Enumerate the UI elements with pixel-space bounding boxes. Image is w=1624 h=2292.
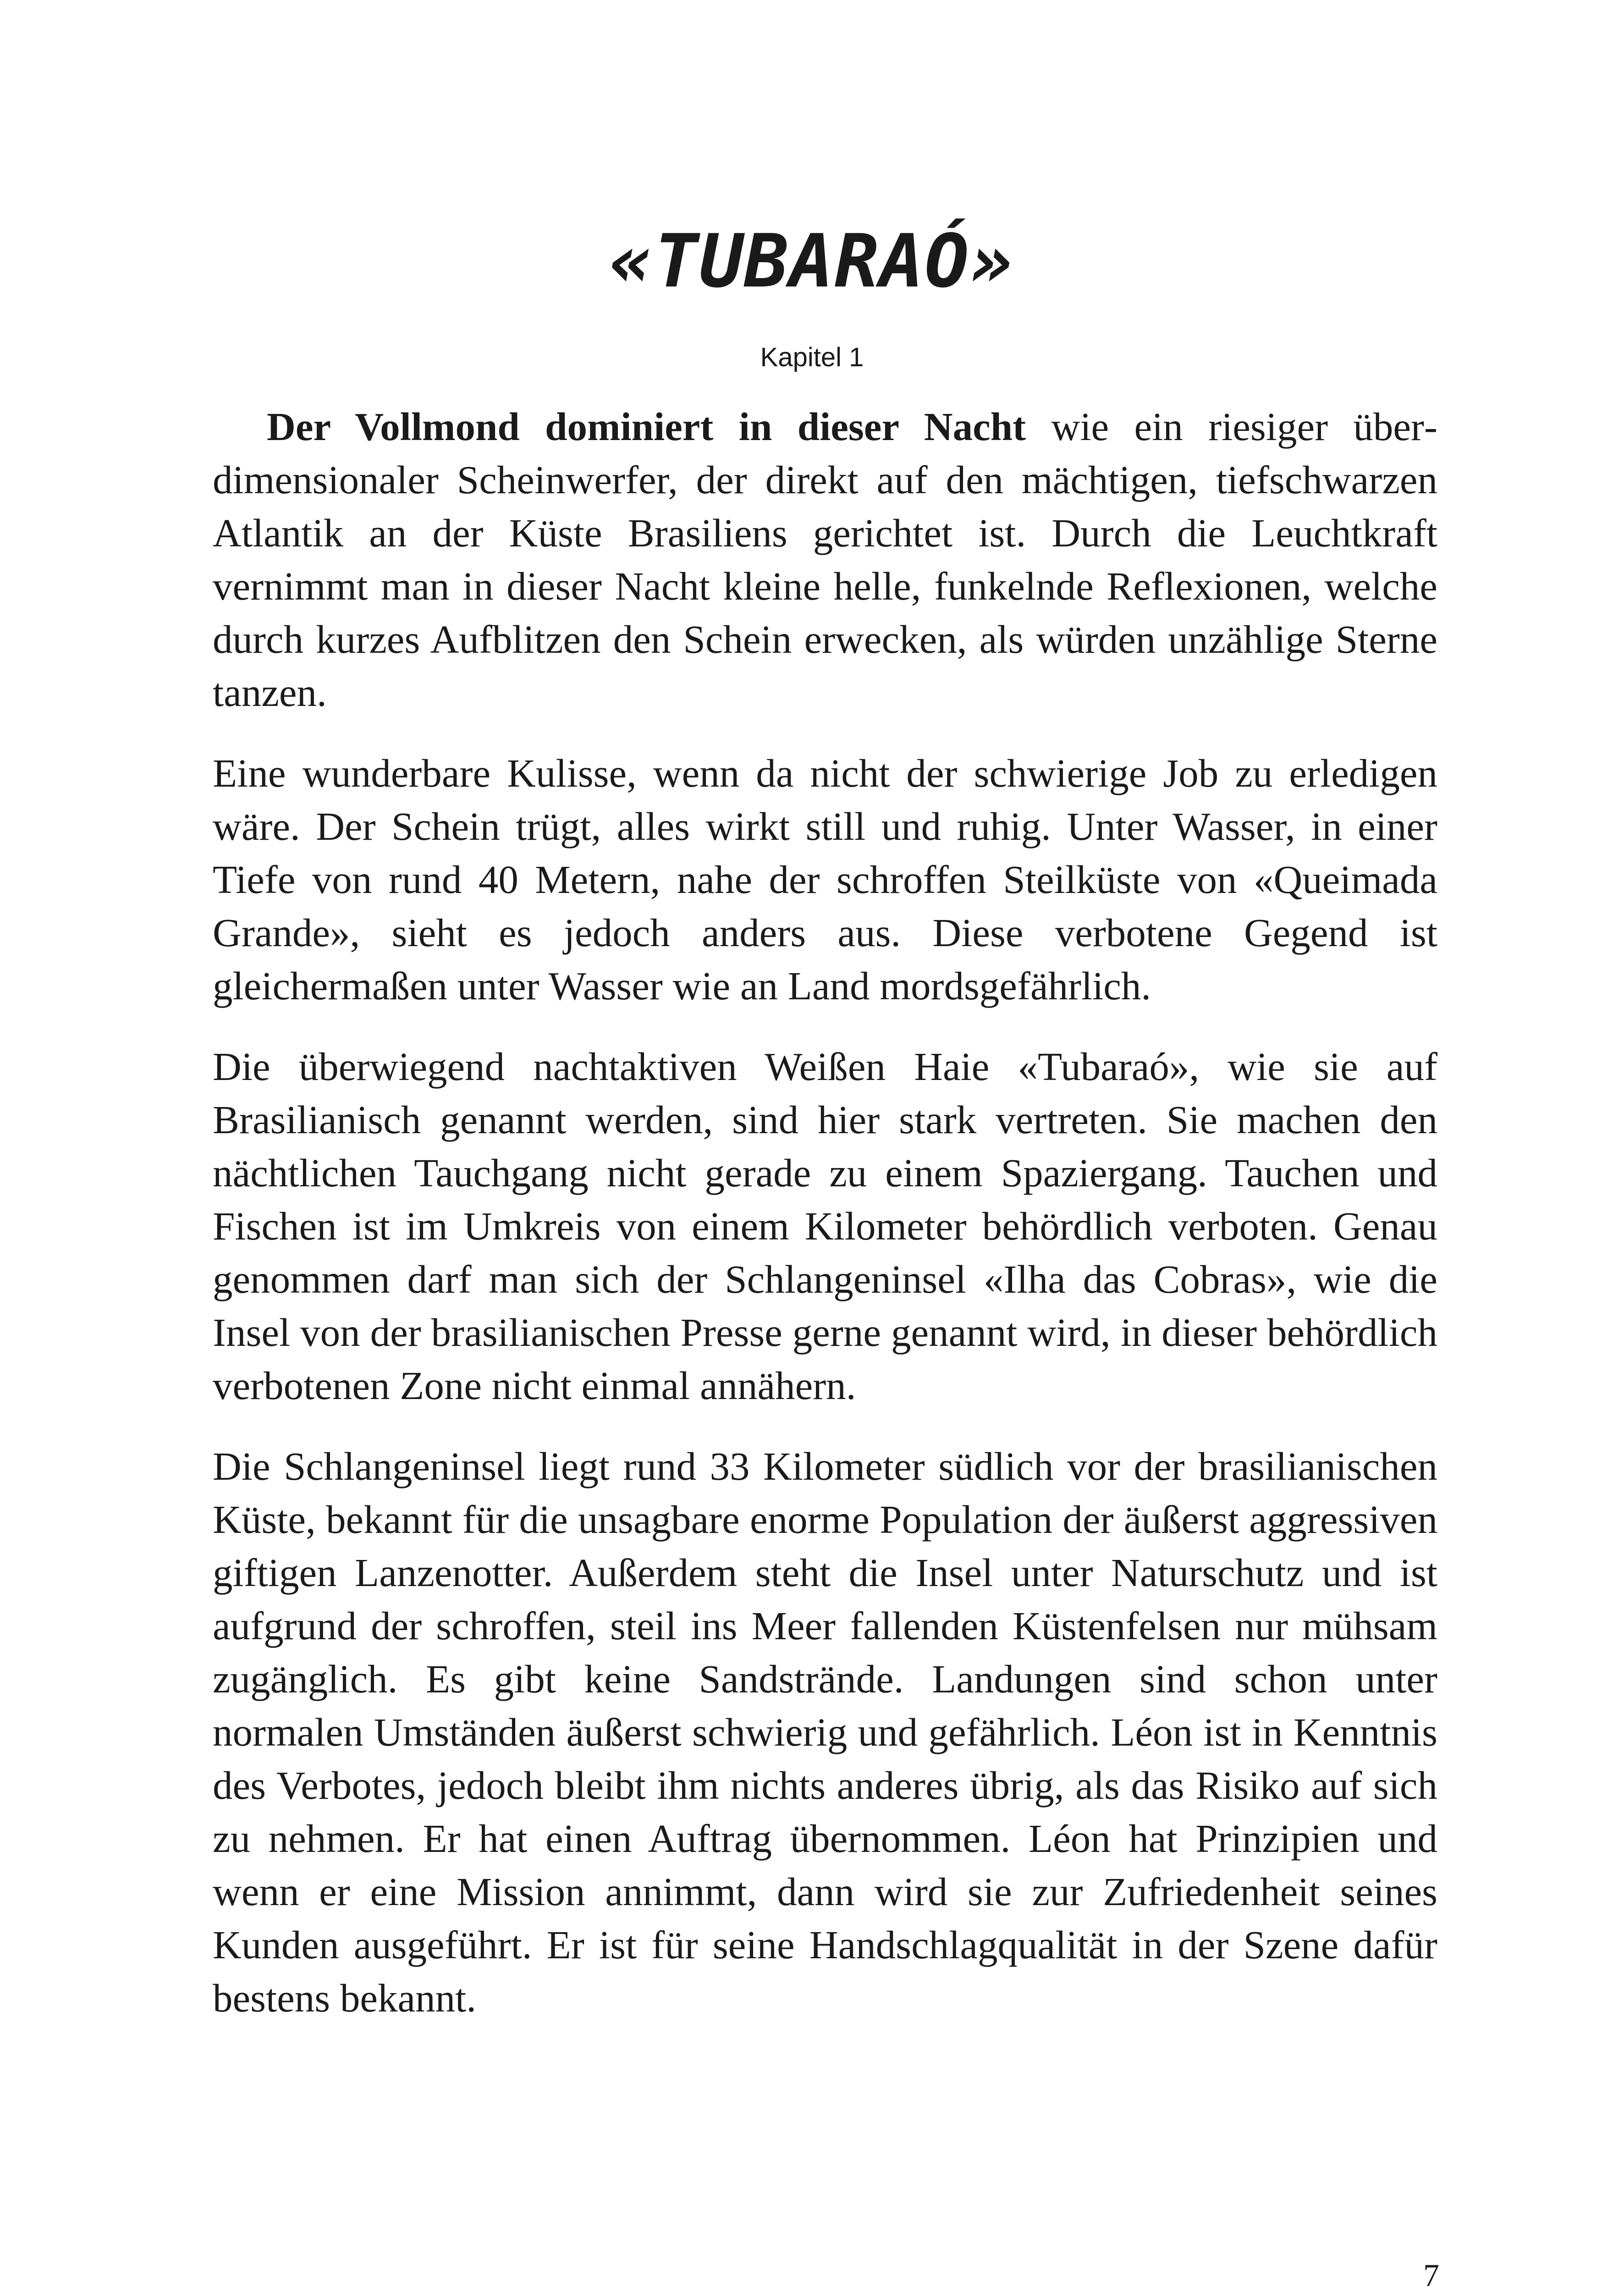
chapter-title: «TUBARAÓ» bbox=[609, 218, 1015, 304]
paragraph-lead: Der Vollmond dominiert in dieser Nacht bbox=[267, 404, 1026, 449]
paragraph-1 bbox=[213, 400, 1437, 719]
chapter-label: Kapitel 1 bbox=[760, 342, 864, 372]
paragraph-text: wie ein riesiger überdimensionaler Scheinwerfer, der direkt auf den mächtigen, tiefschwarzen Atlantik an der Küste Brasiliens gerichtet ist. Durch die Leuchtkraft vernimmt man in dieser Nacht kleine helle, funkelnde Reflexionen, welche durch kurzes Aufblitzen den Schein erwecken, als würden unzählige Sterne tanzen. bbox=[213, 404, 1437, 715]
paragraph-2: Eine wunderbare Kulisse, wenn da nicht der schwierige Job zu erledigen wäre. Der Schein trügt, alles wirkt still und ruhig. Unter Wasser, in einer Tiefe von rund 40 Metern, nahe der schroffen Steilküste von «Queimada Grande», sieht es jedoch anders aus. Diese verbotene Gegend ist gleichermaßen unter Wasser wie an Land mordsgefährlich. bbox=[213, 751, 1437, 1008]
paragraph-3: Die überwiegend nachtaktiven Weißen Haie «Tubaraó», wie sie auf Brasilianisch genannt werden, sind hier stark vertreten. Sie machen den nächtlichen Tauchgang nicht gerade zu einem Spaziergang. Tauchen und Fischen ist im Umkreis von einem Kilometer behördlich verboten. Genau genommen darf man sich der Schlangeninsel «Ilha das Cobras», wie die Insel von der brasilianischen Presse gerne genannt wird, in dieser behördlich verbotenen Zone nicht einmal annähern. bbox=[213, 1044, 1437, 1408]
paragraph-4: Die Schlangeninsel liegt rund 33 Kilometer südlich vor der brasilianischen Küste, bekannt für die unsagbare enorme Population der äußerst aggressiven giftigen Lanzenotter. Außerdem steht die Insel unter Naturschutz und ist aufgrund der schroffen, steil ins Meer fallenden Küstenfelsen nur mühsam zugänglich. Es gibt keine Sandstrände. Landungen sind schon unter normalen Umständen äußerst schwierig und gefährlich. Léon ist in Kenntnis des Verbotes, jedoch bleibt ihm nichts anderes übrig, als das Risiko auf sich zu nehmen. Er hat einen Auftrag übernommen. Léon hat Prinzipien und wenn er eine Mission annimmt, dann wird sie zur Zufriedenheit seines Kunden ausgeführt. Er ist für seine Handschlagqualität in der Szene dafür bestens bekannt. bbox=[213, 1444, 1437, 2020]
body-text bbox=[213, 400, 1437, 2052]
page-number: 7 bbox=[1423, 2258, 1439, 2292]
